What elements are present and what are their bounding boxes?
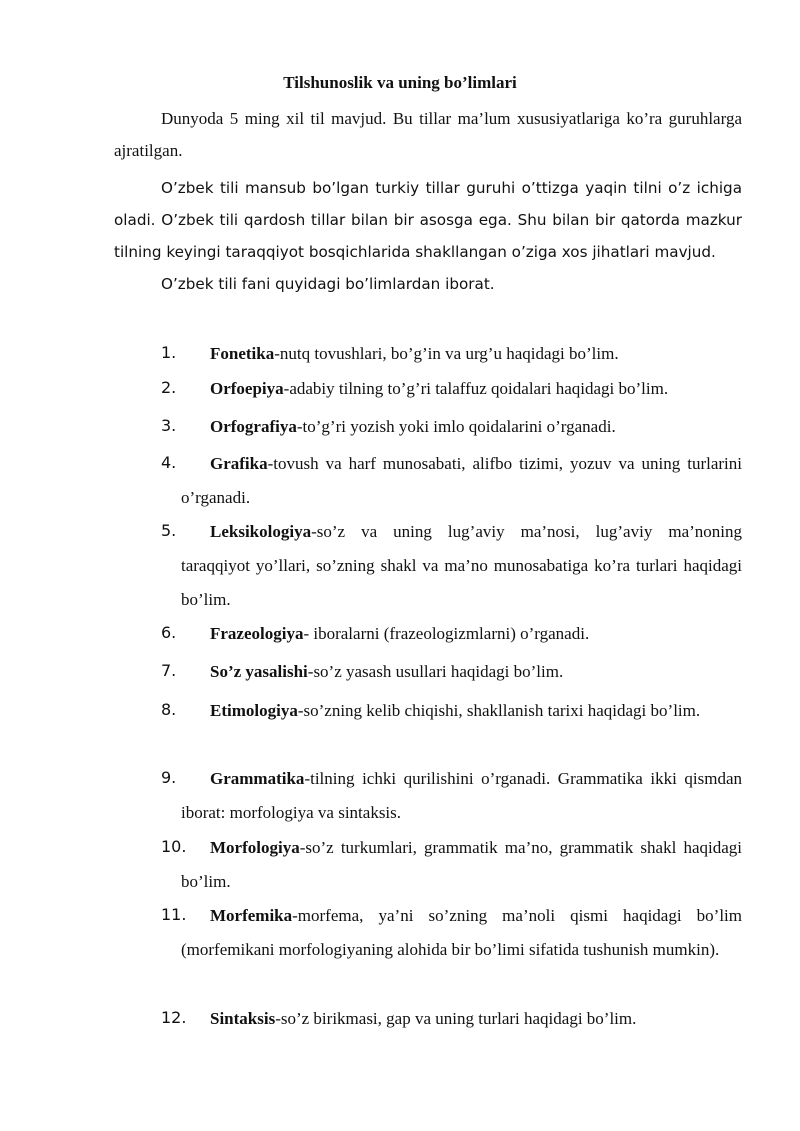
list-item-term: Frazeologiya: [210, 624, 304, 643]
list-item-description: -adabiy tilning to’g’ri talaffuz qoidalari haqidagi bo’lim.: [283, 379, 669, 398]
list-item-term: Orfoepiya: [210, 379, 284, 398]
list-item-number: 3.: [161, 416, 177, 435]
list-item-term: Sintaksis: [210, 1009, 276, 1028]
list-item-term: Fonetika: [210, 344, 275, 363]
list-item-term: Orfografiya: [210, 417, 297, 436]
list-item-number: 12.: [161, 1008, 187, 1027]
list-item-term: So’z yasalishi: [210, 662, 308, 681]
list-item-term: Grammatika: [210, 769, 305, 788]
list-item-description: -so’z va uning lug’aviy ma’nosi, lug’aviy ma’noning taraqqiyot yo’llari, so’zning shakl va ma’no munosabatiga ko’ra turlari haqidagi bo’lim.: [181, 522, 742, 609]
list-item-description: -tilning ichki qurilishini o’rganadi. Grammatika ikki qismdan iborat: morfologiya va sintaksis.: [181, 769, 742, 822]
list-item-number: 10.: [161, 837, 187, 856]
list-item-number: 1.: [161, 343, 177, 362]
list-item-description: - iboralarni (frazeologizmlarni) o’rganadi.: [303, 624, 590, 643]
paragraph-intro: Dunyoda 5 ming xil til mavjud. Bu tillar ma’lum xususiyatlariga ko’ra guruhlarga ajratilgan.: [114, 109, 742, 160]
list-item-number: 8.: [161, 700, 177, 719]
list-item-term: Leksikologiya: [210, 522, 312, 541]
list-item-term: Grafika: [210, 454, 268, 473]
list-item-description: -morfema, ya’ni so’zning ma’noli qismi haqidagi bo’lim (morfemikani morfologiyaning alohida bir bo’limi sifatida tushunish mumkin).: [181, 906, 742, 959]
list-item-description: -so’z yasash usullari haqidagi bo’lim.: [307, 662, 564, 681]
page-title: Tilshunoslik va uning bo’limlari: [283, 73, 517, 92]
list-item-description: -so’zning kelib chiqishi, shakllanish tarixi haqidagi bo’lim.: [297, 701, 701, 720]
list-item-description: -so’z turkumlari, grammatik ma’no, grammatik shakl haqidagi bo’lim.: [181, 838, 742, 891]
list-item-number: 11.: [161, 905, 187, 924]
paragraph-uzbek-language: O’zbek tili mansub bo’lgan turkiy tillar guruhi o’ttizga yaqin tilni o’z ichiga oladi. O’zbek tili qardosh tillar bilan bir asosga ega. Shu bilan bir qatorda mazkur tilning keyingi taraqqiyot bosqichlarida shakllangan o’ziga xos jihatlari mavjud.: [114, 179, 742, 261]
list-item-number: 5.: [161, 521, 177, 540]
list-item-number: 2.: [161, 378, 177, 397]
list-item-term: Morfemika: [210, 906, 293, 925]
list-item-term: Etimologiya: [210, 701, 298, 720]
list-item-number: 4.: [161, 453, 177, 472]
list-item-term: Morfologiya: [210, 838, 300, 857]
list-item-description: -tovush va harf munosabati, alifbo tizimi, yozuv va uning turlarini o’rganadi.: [181, 454, 742, 507]
list-item-description: -to’g’ri yozish yoki imlo qoidalarini o’rganadi.: [296, 417, 616, 436]
paragraph-sections-intro: O’zbek tili fani quyidagi bo’limlardan iborat.: [161, 275, 495, 293]
list-item-number: 9.: [161, 768, 177, 787]
list-item-number: 6.: [161, 623, 177, 642]
list-item-description: -so’z birikmasi, gap va uning turlari haqidagi bo’lim.: [275, 1009, 637, 1028]
list-item-number: 7.: [161, 661, 177, 680]
list-item-description: -nutq tovushlari, bo’g’in va urg’u haqidagi bo’lim.: [274, 344, 619, 363]
